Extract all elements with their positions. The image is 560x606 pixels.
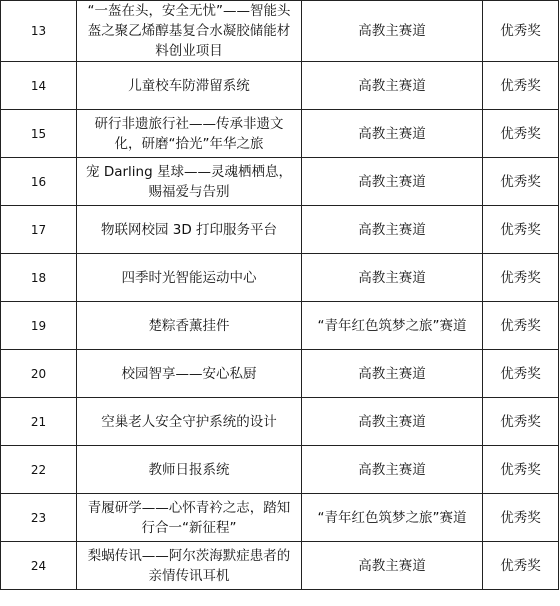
table-row: [1, 446, 559, 494]
award-level: 优秀奖: [483, 158, 559, 206]
row-number: 17: [1, 206, 77, 254]
track-name: 高教主赛道: [302, 350, 483, 398]
table-row: [1, 1, 559, 62]
award-level: 优秀奖: [483, 110, 559, 158]
row-number: 15: [1, 110, 77, 158]
award-level: 优秀奖: [483, 62, 559, 110]
project-name: 楚粽香薰挂件: [77, 302, 302, 350]
row-number: 21: [1, 398, 77, 446]
table-row: [1, 62, 559, 110]
award-level: 优秀奖: [483, 254, 559, 302]
row-number: 24: [1, 542, 77, 590]
table-row: [1, 254, 559, 302]
awards-table-body: [1, 1, 559, 590]
table-row: [1, 158, 559, 206]
award-level: 优秀奖: [483, 302, 559, 350]
row-number: 20: [1, 350, 77, 398]
award-level: 优秀奖: [483, 446, 559, 494]
table-row: [1, 110, 559, 158]
row-number: 16: [1, 158, 77, 206]
award-level: 优秀奖: [483, 350, 559, 398]
row-number: 19: [1, 302, 77, 350]
project-name: 研行非遗旅行社——传承非遗文化，研磨“拾光”年华之旅: [77, 110, 302, 158]
project-name: 儿童校车防滞留系统: [77, 62, 302, 110]
track-name: “青年红色筑梦之旅”赛道: [302, 494, 483, 542]
project-name: 物联网校园 3D 打印服务平台: [77, 206, 302, 254]
project-name: 梨蜗传讯——阿尔茨海默症患者的亲情传讯耳机: [77, 542, 302, 590]
table-row: [1, 398, 559, 446]
table-row: [1, 302, 559, 350]
track-name: 高教主赛道: [302, 110, 483, 158]
row-number: 13: [1, 1, 77, 62]
table-row: [1, 542, 559, 590]
project-name: 青履研学——心怀青衿之志，踏知行合一“新征程”: [77, 494, 302, 542]
track-name: 高教主赛道: [302, 446, 483, 494]
row-number: 23: [1, 494, 77, 542]
row-number: 22: [1, 446, 77, 494]
track-name: 高教主赛道: [302, 398, 483, 446]
award-level: 优秀奖: [483, 398, 559, 446]
award-level: 优秀奖: [483, 494, 559, 542]
row-number: 18: [1, 254, 77, 302]
track-name: 高教主赛道: [302, 206, 483, 254]
project-name: “一盔在头，安全无忧”——智能头盔之聚乙烯醇基复合水凝胶储能材料创业项目: [77, 1, 302, 62]
track-name: 高教主赛道: [302, 158, 483, 206]
table-row: [1, 206, 559, 254]
award-level: 优秀奖: [483, 1, 559, 62]
track-name: 高教主赛道: [302, 542, 483, 590]
award-level: 优秀奖: [483, 206, 559, 254]
track-name: 高教主赛道: [302, 62, 483, 110]
table-row: [1, 350, 559, 398]
track-name: 高教主赛道: [302, 254, 483, 302]
row-number: 14: [1, 62, 77, 110]
project-name: 校园智享——安心私厨: [77, 350, 302, 398]
award-level: 优秀奖: [483, 542, 559, 590]
project-name: 空巢老人安全守护系统的设计: [77, 398, 302, 446]
track-name: 高教主赛道: [302, 1, 483, 62]
project-name: 四季时光智能运动中心: [77, 254, 302, 302]
project-name: 教师日报系统: [77, 446, 302, 494]
table-row: [1, 494, 559, 542]
project-name: 宠 Darling 星球——灵魂栖栖息，赐福爱与告别: [77, 158, 302, 206]
track-name: “青年红色筑梦之旅”赛道: [302, 302, 483, 350]
